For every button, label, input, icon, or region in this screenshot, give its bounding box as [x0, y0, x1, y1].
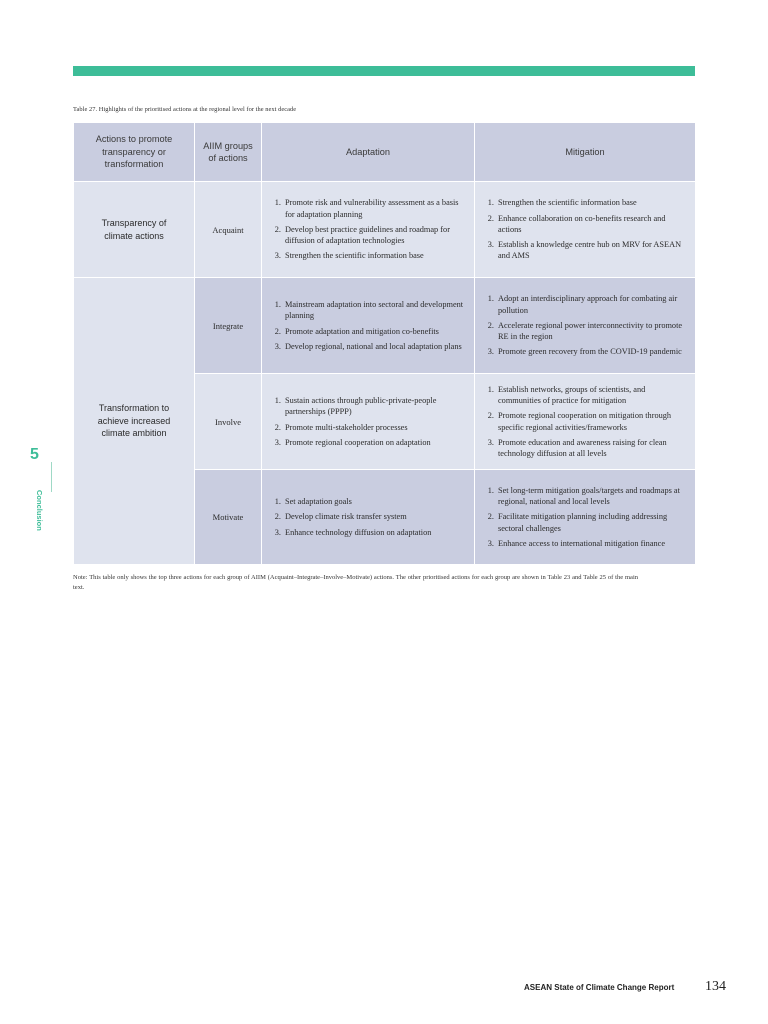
- motivate-mitigation-cell: [475, 470, 696, 565]
- list-item: 3. Promote green recovery from the COVID-19 pandemic: [496, 346, 685, 357]
- list-item: 2. Promote regional cooperation on mitigation through specific regional activities/frameworks: [496, 410, 685, 432]
- acquaint-mitigation-cell: [475, 182, 696, 278]
- group-motivate: Motivate: [195, 470, 262, 565]
- table-row-acquaint: [74, 182, 696, 278]
- list-item: 2. Develop climate risk transfer system: [283, 511, 464, 522]
- list-item: 1. Promote risk and vulnerability assessment as a basis for adaptation planning: [283, 197, 464, 219]
- table-note: Note: This table only shows the top three actions for each group of AIIM (Acquaint–Integrate–Involve–Motivate) actions. The other prioritised actions for each group are shown in Table 23 and Table 25 of the main text.: [73, 574, 638, 591]
- list-item: 1. Set long-term mitigation goals/targets and roadmaps at regional, national and local levels: [496, 485, 685, 507]
- acquaint-adaptation-cell: [262, 182, 475, 278]
- chapter-label: Conclusion: [35, 490, 44, 531]
- group-involve: Involve: [195, 374, 262, 470]
- motivate-adaptation-list: [262, 496, 474, 538]
- actions-table: [73, 122, 696, 565]
- list-item: 3. Strengthen the scientific information base: [283, 250, 464, 261]
- integrate-mitigation-list: [475, 293, 695, 357]
- page-number: 134: [705, 979, 726, 994]
- list-item: 1. Mainstream adaptation into sectoral and development planning: [283, 299, 464, 321]
- involve-mitigation-cell: [475, 374, 696, 470]
- group-acquaint: Acquaint: [195, 182, 262, 278]
- list-item: 1. Set adaptation goals: [283, 496, 464, 507]
- list-item: 3. Enhance access to international mitigation finance: [496, 538, 685, 549]
- list-item: 3. Develop regional, national and local adaptation plans: [283, 341, 464, 352]
- list-item: 2. Accelerate regional power interconnectivity to promote RE in the region: [496, 320, 685, 342]
- list-item: 3. Promote education and awareness raising for clean technology diffusion at all levels: [496, 437, 685, 459]
- header-actions: Actions to promote transparency or transformation: [74, 123, 195, 182]
- chapter-divider: [51, 462, 52, 492]
- list-item: 2. Develop best practice guidelines and roadmap for diffusion of adaptation technologies: [283, 224, 464, 246]
- integrate-mitigation-cell: [475, 278, 696, 374]
- acquaint-mitigation-list: [475, 197, 695, 261]
- table-caption: Table 27. Highlights of the prioritised actions at the regional level for the next decade: [73, 106, 297, 113]
- chapter-number: 5: [30, 446, 39, 463]
- list-item: 2. Enhance collaboration on co-benefits research and actions: [496, 213, 685, 235]
- list-item: 1. Establish networks, groups of scientists, and communities of practice for mitigation: [496, 384, 685, 406]
- top-accent-bar: [73, 66, 695, 76]
- list-item: 3. Promote regional cooperation on adaptation: [283, 437, 464, 448]
- motivate-adaptation-cell: [262, 470, 475, 565]
- header-mitigation: Mitigation: [475, 123, 696, 182]
- table-row-integrate: [74, 278, 696, 374]
- header-adaptation: Adaptation: [262, 123, 475, 182]
- involve-adaptation-cell: [262, 374, 475, 470]
- transparency-label-cell: Transparency of climate actions: [74, 182, 195, 278]
- footer-report-title: ASEAN State of Climate Change Report: [524, 983, 675, 992]
- list-item: 3. Establish a knowledge centre hub on MRV for ASEAN and AMS: [496, 239, 685, 261]
- list-item: 1. Sustain actions through public-private-people partnerships (PPPP): [283, 395, 464, 417]
- acquaint-adaptation-list: [262, 197, 474, 261]
- header-aiim-groups: AIIM groups of actions: [195, 123, 262, 182]
- list-item: 1. Adopt an interdisciplinary approach for combating air pollution: [496, 293, 685, 315]
- transformation-label-cell: Transformation to achieve increased climate ambition: [74, 278, 195, 565]
- integrate-adaptation-cell: [262, 278, 475, 374]
- group-integrate: Integrate: [195, 278, 262, 374]
- involve-mitigation-list: [475, 384, 695, 459]
- involve-adaptation-list: [262, 395, 474, 448]
- list-item: 1. Strengthen the scientific information base: [496, 197, 685, 208]
- list-item: 2. Promote multi-stakeholder processes: [283, 422, 464, 433]
- list-item: 2. Facilitate mitigation planning including addressing sectoral challenges: [496, 511, 685, 533]
- table-header-row: [74, 123, 696, 182]
- list-item: 3. Enhance technology diffusion on adaptation: [283, 527, 464, 538]
- integrate-adaptation-list: [262, 299, 474, 352]
- motivate-mitigation-list: [475, 485, 695, 549]
- list-item: 2. Promote adaptation and mitigation co-benefits: [283, 326, 464, 337]
